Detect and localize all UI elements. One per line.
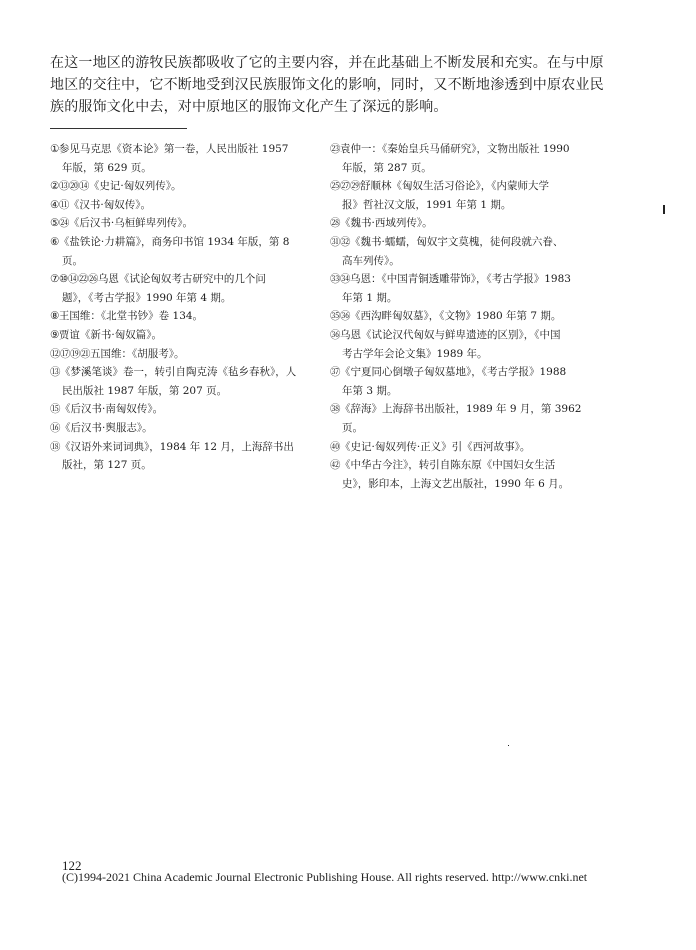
footnote-text: 《辞海》上海辞书出版社，1989 年 9 月，第 3962 [340,403,582,416]
footnote-marker: ⑬ [50,366,60,379]
footnote-text: 《魏书·西域列传》。 [340,217,433,230]
footnote-text: 袁仲一：《秦始皇兵马俑研究》，文物出版社 1990 [340,143,570,155]
footnote [50,345,300,364]
footnote [330,456,592,493]
footnote-marker: ㉛㉜ [330,235,350,248]
footnote-continuation: 页。 [62,254,83,267]
footnote [50,177,300,196]
footnote [50,140,300,177]
footnote-continuation: 版社，第 127 页。 [62,459,152,472]
footnote-text: 《宁夏同心倒墩子匈奴墓地》，《考古学报》1988 [340,366,567,379]
footnote [50,438,300,475]
footnote-continuation: 史》，影印本，上海文艺出版社，1990 年 6 月。 [342,477,570,490]
footnote-continuation: 年第 3 期。 [342,384,398,397]
footnote-marker: ㉓ [330,143,340,155]
footnote-marker: ④⑪ [50,198,69,211]
footnote-text: 《后汉书·乌桓鲜卑列传》。 [68,217,194,230]
footnote-continuation: 年第 1 期。 [342,291,398,304]
footnote-marker: ⑥ [50,235,59,248]
footnote [330,177,592,214]
footnote-divider [50,128,187,129]
footnote-text: 参见马克思《资本论》第一卷，人民出版社 1957 [58,143,289,155]
body-paragraph: 在这一地区的游牧民族都吸收了它的主要内容，并在此基础上不断发展和充实。在与中原地区的交往中，它不断地受到汉民族服饰文化的影响，同时，又不断地渗透到中原农业民族的服饰文化中去，对中原地区的服饰文化产生了深远的影响。 [50,55,604,115]
footnote-text: 《盐铁论·力耕篇》，商务印书馆 1934 年版，第 8 [58,235,290,248]
footnote-continuation: 考古学年会论文集》1989 年。 [342,347,488,360]
footnote-marker: ⑯ [50,421,60,434]
footnote [50,419,300,438]
footnote-text: 乌恩：《中国青铜透雕带饰》，《考古学报》1983 [350,273,571,286]
footnote-marker: ㊳ [330,403,340,416]
footnote-marker: ㊵ [330,440,340,453]
footnote-marker: ②⑬⑳⑭ [50,180,89,193]
footnote-marker: ㊱ [330,328,340,341]
footnote [330,140,592,177]
footnote-continuation: 题》，《考古学报》1990 年第 4 期。 [62,291,232,304]
footnote-text: 贾谊《新书·匈奴篇》。 [58,328,163,341]
footnote-text: 《梦溪笔谈》卷一，转引自陶克涛《毡乡春秋》，人 [60,366,297,379]
footnote-marker: ⑧ [50,310,59,323]
footnote [50,307,300,326]
footnote-marker: ㉕㉗㉙ [330,180,360,193]
footnote-text: 五国维：《胡服考》。 [90,347,185,360]
footnote [330,326,592,363]
footnote [330,307,592,326]
footnote-marker: ⑱ [50,440,60,453]
scan-speck [663,205,665,214]
footnote-marker: ㉝㉞ [330,273,350,286]
footnote-marker: ㉘ [330,217,340,230]
footnote [330,400,592,437]
footnote-continuation: 页。 [342,421,363,434]
footnotes-right-column [330,140,592,493]
footnote [50,400,300,419]
footnote-continuation: 年版，第 287 页。 [342,161,432,174]
footnote [50,363,300,400]
footnote [330,214,592,233]
page-number: 122 [62,858,82,873]
footnote-marker: ㉟㊱ [330,310,350,323]
footnote-text: 《汉语外来词词典》，1984 年 12 月，上海辞书出 [60,440,294,453]
footnote-marker: ⑤㉔ [50,217,69,230]
footnote-text: 《西沟畔匈奴墓》，《文物》1980 年第 7 期。 [350,310,562,323]
footnote-marker: ㊷ [330,459,340,472]
footnote-marker: ⑫⑰⑲㉑ [50,347,90,360]
footnote [50,233,300,270]
footnote [50,214,300,233]
footnote-continuation: 民出版社 1987 年版，第 207 页。 [62,384,228,397]
footnote [330,233,592,270]
footnote-continuation: 高车列传》。 [342,254,400,267]
footnote-text: 王国维：《北堂书钞》卷 134。 [58,310,204,323]
footnote-text: 《后汉书·舆服志》。 [60,421,153,434]
footnote-marker: ① [50,143,59,155]
footnote [50,196,300,215]
footnote-marker: ㊲ [330,366,340,379]
footnote-continuation: 报》哲社汉文版，1991 年第 1 期。 [342,198,512,211]
footnote-text: 乌恩《试论汉代匈奴与鲜卑遗迹的区别》，《中国 [340,328,561,341]
footnote [330,438,592,457]
footnote-text: 《中华古今注》，转引自陈东原《中国妇女生活 [340,459,556,472]
footnote-continuation: 年版，第 629 页。 [62,161,152,174]
footnotes-left-column [50,140,300,475]
footnote-text: 《史记·匈奴列传·正义》引《西河故事》。 [340,440,531,453]
footnote-text: 《汉书·匈奴传》。 [68,198,152,211]
scan-speck [508,745,509,746]
footnote [50,270,300,307]
footnote-marker: ⑦⑩⑭㉒㉖ [50,273,98,286]
footnote-text: 《魏书·蠕蠕，匈奴宇文莫槐，徒何段就六眷、 [350,235,564,248]
footnote-text: 舒顺林《匈奴生活习俗论》，《内蒙师大学 [360,180,549,193]
footnote [330,363,592,400]
footnote [50,326,300,345]
copyright-line: (C)1994-2021 China Academic Journal Electronic Publishing House. All rights reserved. http://www.cnki.net [62,870,588,884]
footnote-text: 乌恩《试论匈奴考古研究中的几个问 [97,273,266,286]
footnote-text: 《后汉书·南匈奴传》。 [60,403,164,416]
footnote-text: 《史记·匈奴列传》。 [88,180,182,193]
footnote [330,270,592,307]
footnote-marker: ⑨ [50,328,59,341]
footnote-marker: ⑮ [50,403,60,416]
